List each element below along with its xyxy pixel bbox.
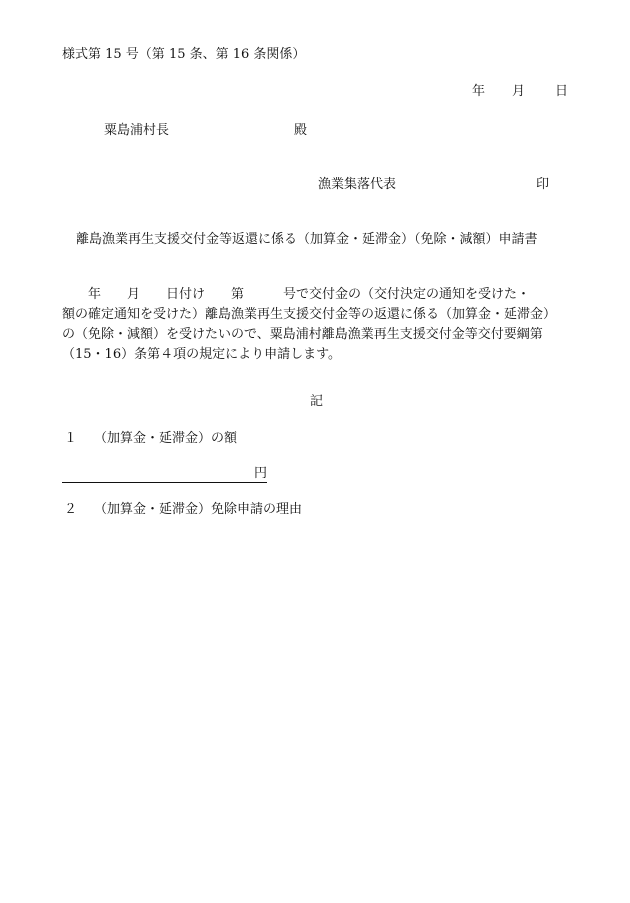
record-heading: 記	[310, 394, 324, 409]
applicant-title: 漁業集落代表	[318, 177, 397, 192]
item-1	[64, 430, 237, 447]
item-2-text: （加算金・延滞金）免除申請の理由	[94, 502, 303, 517]
body-paragraph	[62, 285, 557, 365]
seal-mark: 印	[536, 177, 550, 192]
addressee	[104, 122, 308, 139]
day-label: 日	[555, 84, 569, 99]
amount-unit: 円	[253, 466, 267, 481]
body-line-2: 額の確定通知を受けた）離島漁業再生支援交付金等の返還に係る（加算金・延滞金）	[62, 307, 557, 322]
date-line	[472, 83, 568, 100]
year-label: 年	[472, 84, 486, 99]
item-1-number: １	[64, 431, 78, 446]
document-title: 離島漁業再生支援交付金等返還に係る（加算金・延滞金）（免除・減額）申請書	[76, 232, 538, 247]
amount-field[interactable]	[62, 466, 267, 483]
body-line-1: 年 月 日付け 第 号で交付金の（交付決定の通知を受けた・	[62, 287, 531, 302]
body-line-3: の（免除・減額）を受けたいので、粟島浦村離島漁業再生支援交付金等交付要綱第	[62, 327, 543, 342]
form-number: 様式第 15 号（第 15 条、第 16 条関係）	[62, 47, 306, 62]
month-label: 月	[512, 84, 526, 99]
addressee-name: 粟島浦村長	[104, 123, 170, 138]
item-2	[64, 501, 302, 518]
addressee-honorific: 殿	[294, 123, 308, 138]
body-line-4: （15・16）条第４項の規定により申請します。	[62, 347, 342, 362]
item-1-text: （加算金・延滞金）の額	[94, 431, 238, 446]
item-2-number: ２	[64, 502, 78, 517]
applicant	[318, 176, 550, 193]
